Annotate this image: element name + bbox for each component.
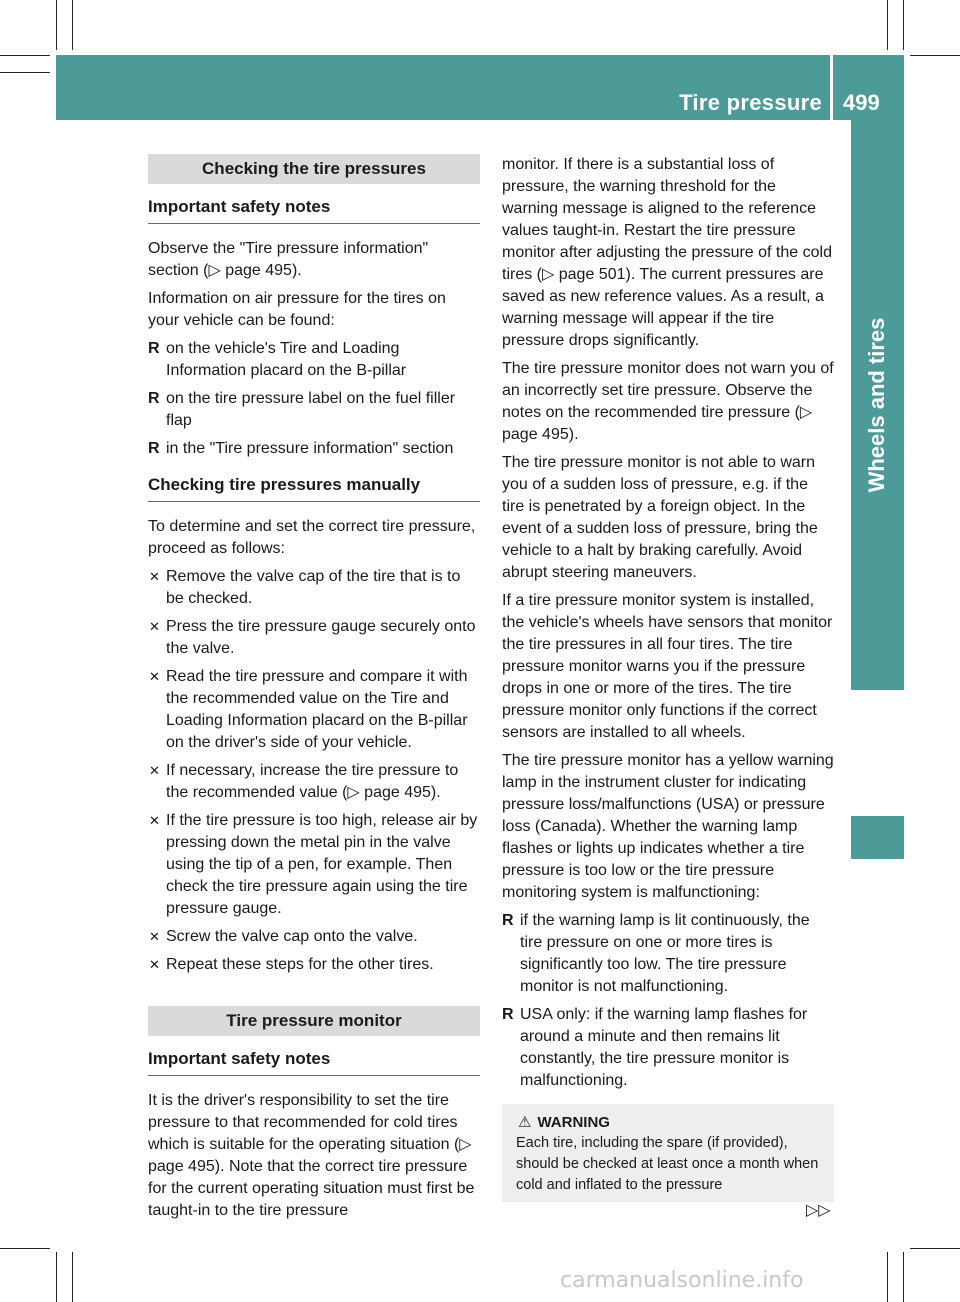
subsection-title: Checking tire pressures manually (148, 474, 480, 502)
section-title: Tire pressure monitor (148, 1006, 480, 1036)
step-item (148, 810, 480, 920)
step-text: Screw the valve cap onto the valve. (166, 928, 418, 945)
header-title: Tire pressure (679, 90, 822, 115)
step-item (148, 666, 480, 754)
step-text: Read the tire pressure and compare it with the recommended value on the Tire and Loading Information placard on the B-pillar on the driver's side of your vehicle. (166, 668, 468, 751)
paragraph: monitor. If there is a substantial loss of pressure, the warning threshold for the warning message is aligned to the reference values taught-in. Restart the tire pressure monitor after adjusting the pressure of the cold tires (▷ page 501). The current pressures are saved as new reference values. As a result, a warning message will appear if the tire pressure drops significantly. (502, 156, 832, 349)
paragraph: It is the driver's responsibility to set the tire pressure to that recommended for cold tires which is suitable for the operating situation (▷ page 495). Note that the correct tire pressure for the current operating situation must first be taught-in to the tire pressure (148, 1092, 475, 1219)
paragraph: To determine and set the correct tire pressure, proceed as follows: (148, 518, 476, 557)
crop-mark (887, 1252, 888, 1302)
paragraph: Observe the "Tire pressure information" section (▷ page 495). (148, 240, 429, 279)
section-title: Checking the tire pressures (148, 154, 480, 184)
warning-triangle-icon: ⚠ (518, 1114, 532, 1131)
list-item (148, 438, 480, 460)
step-text: Remove the valve cap of the tire that is to be checked. (166, 568, 461, 607)
step-item (148, 760, 480, 804)
crop-mark (0, 55, 50, 56)
step-arrow-icon: ✕ (149, 619, 160, 634)
step-item (148, 926, 480, 948)
paragraph: The tire pressure monitor is not able to warn you of a sudden loss of pressure, e.g. if the tire is penetrated by a foreign object. In the event of a sudden loss of pressure, bring the vehicle to a halt by braking carefully. Avoid abrupt steering maneuvers. (502, 454, 818, 581)
step-text: If the tire pressure is too high, release air by pressing down the metal pin in the valve using the tip of a pen, for example. Then check the tire pressure again using the tire pressure gauge. (166, 812, 478, 917)
list-item-text: on the tire pressure label on the fuel filler flap (166, 390, 456, 429)
crop-mark (910, 55, 960, 56)
crop-mark (910, 1248, 960, 1249)
list-item (502, 1004, 834, 1092)
crop-mark (72, 1252, 73, 1302)
list-item-text: if the warning lamp is lit continuously, the tire pressure on one or more tires is significantly too low. The tire pressure monitor is not malfunctioning. (520, 912, 810, 995)
warning-heading (518, 1112, 820, 1133)
crop-mark (887, 0, 888, 50)
bullet-icon: R (502, 1006, 514, 1023)
paragraph: The tire pressure monitor has a yellow warning lamp in the instrument cluster for indicating pressure loss/malfunctions (USA) or pressure loss (Canada). Whether the warning lamp flashes or lights up indicates whether a tire pressure is too low or the tire pressure monitoring system is malfunctioning: (502, 752, 834, 901)
step-arrow-icon: ✕ (149, 957, 160, 972)
step-text: Press the tire pressure gauge securely onto the valve. (166, 618, 476, 657)
step-arrow-icon: ✕ (149, 569, 160, 584)
continue-arrows-icon: ▷▷ (806, 1202, 831, 1219)
crop-mark (903, 1252, 904, 1302)
bullet-icon: R (148, 340, 160, 357)
bullet-icon: R (502, 912, 514, 929)
paragraph: If a tire pressure monitor system is installed, the vehicle's wheels have sensors that monitor the tire pressures in all four tires. The tire pressure monitor warns you if the pressure drops in one or more of the tires. The tire pressure monitor only functions if the correct sensors are installed to all wheels. (502, 592, 833, 741)
warning-title: WARNING (537, 1114, 610, 1131)
step-arrow-icon: ✕ (149, 813, 160, 828)
list-item-text: in the "Tire pressure information" section (166, 440, 454, 457)
list-item (148, 388, 480, 432)
warning-text: Each tire, including the spare (if provided), should be checked at least once a month when cold and inflated to the pressure (516, 1135, 819, 1193)
crop-mark (56, 1252, 57, 1302)
crop-mark (903, 0, 904, 50)
page-number: 499 (843, 90, 880, 115)
paragraph: The tire pressure monitor does not warn you of an incorrectly set tire pressure. Observe the notes on the recommended tire pressure (▷ page 495). (502, 360, 834, 443)
crop-mark (0, 1248, 50, 1249)
list-item-text: on the vehicle's Tire and Loading Information placard on the B-pillar (166, 340, 407, 379)
bullet-icon: R (148, 390, 160, 407)
warning-box (502, 1104, 834, 1202)
bullet-icon: R (148, 440, 160, 457)
step-item (148, 616, 480, 660)
crop-mark (0, 72, 50, 73)
step-item (148, 954, 480, 976)
step-arrow-icon: ✕ (149, 929, 160, 944)
step-arrow-icon: ✕ (149, 763, 160, 778)
step-text: Repeat these steps for the other tires. (166, 956, 434, 973)
left-column (148, 154, 480, 1228)
paragraph: Information on air pressure for the tires on your vehicle can be found: (148, 290, 446, 329)
subsection-title: Important safety notes (148, 196, 480, 224)
list-item-text: USA only: if the warning lamp flashes for around a minute and then remains lit constantly, the tire pressure monitor is malfunctioning. (520, 1006, 808, 1089)
right-column (502, 154, 834, 1202)
subsection-title: Important safety notes (148, 1048, 480, 1076)
side-marker (851, 816, 904, 859)
crop-mark (72, 0, 73, 50)
list-item (148, 338, 480, 382)
side-tab-label: Wheels and tires (864, 317, 889, 493)
header-separator (830, 55, 833, 120)
crop-mark (56, 0, 57, 50)
step-arrow-icon: ✕ (149, 669, 160, 684)
step-item (148, 566, 480, 610)
watermark: carmanualsonline.info (560, 1268, 804, 1293)
step-text: If necessary, increase the tire pressure to the recommended value (▷ page 495). (166, 762, 459, 801)
list-item (502, 910, 834, 998)
